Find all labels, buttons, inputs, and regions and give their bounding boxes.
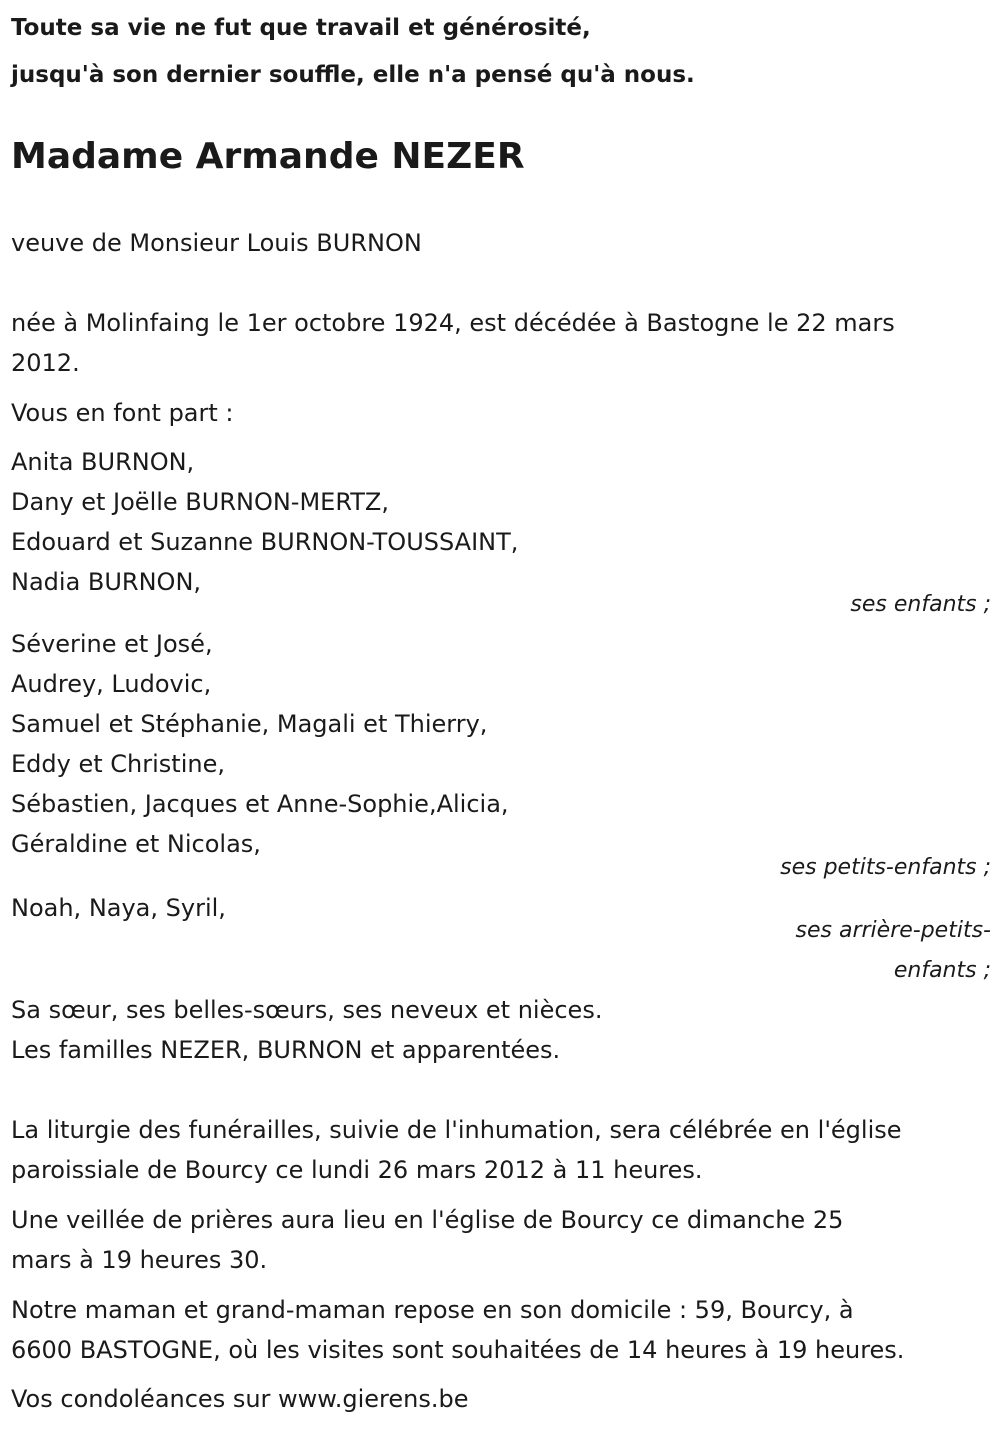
deceased-name: Madame Armande NEZER: [11, 136, 525, 177]
epitaph-line-2: jusqu'à son dernier souffle, elle n'a pensé qu'à nous.: [11, 62, 695, 88]
great-grandchildren-role-line-1: ses arrière-petits-: [795, 918, 991, 943]
birth-death-line-2: 2012.: [11, 349, 80, 377]
condolences-text: Vos condoléances sur www.gierens.be: [11, 1385, 469, 1413]
rest-line-1: Notre maman et grand-maman repose en son domicile : 59, Bourcy, à: [11, 1296, 854, 1324]
family-line-2: Les familles NEZER, BURNON et apparentées.: [11, 1036, 561, 1064]
list-item: Sébastien, Jacques et Anne-Sophie,Alicia,: [11, 790, 509, 818]
list-item: Audrey, Ludovic,: [11, 670, 212, 698]
children-role: ses enfants ;: [850, 592, 991, 617]
list-item: Edouard et Suzanne BURNON-TOUSSAINT,: [11, 528, 519, 556]
list-item: Géraldine et Nicolas,: [11, 830, 261, 858]
vigil-line-1: Une veillée de prières aura lieu en l'église de Bourcy ce dimanche 25: [11, 1206, 844, 1234]
vigil-line-2: mars à 19 heures 30.: [11, 1246, 268, 1274]
family-line-1: Sa sœur, ses belles-sœurs, ses neveux et nièces.: [11, 996, 603, 1024]
children-list: [11, 442, 518, 602]
rest-line-2: 6600 BASTOGNE, où les visites sont souhaitées de 14 heures à 19 heures.: [11, 1336, 905, 1364]
great-grandchildren-list: Noah, Naya, Syril,: [11, 894, 226, 922]
list-item: Samuel et Stéphanie, Magali et Thierry,: [11, 710, 488, 738]
list-item: Anita BURNON,: [11, 448, 195, 476]
list-item: Dany et Joëlle BURNON-MERTZ,: [11, 488, 389, 516]
birth-death-line-1: née à Molinfaing le 1er octobre 1924, est décédée à Bastogne le 22 mars: [11, 309, 895, 337]
grandchildren-role: ses petits-enfants ;: [780, 855, 991, 880]
funeral-line-1: La liturgie des funérailles, suivie de l'inhumation, sera célébrée en l'église: [11, 1116, 902, 1144]
announce-text: Vous en font part :: [11, 399, 234, 427]
great-grandchildren-role-line-2: enfants ;: [893, 958, 991, 983]
widow-of: veuve de Monsieur Louis BURNON: [11, 229, 422, 257]
list-item: Nadia BURNON,: [11, 568, 202, 596]
funeral-line-2: paroissiale de Bourcy ce lundi 26 mars 2012 à 11 heures.: [11, 1156, 703, 1184]
grandchildren-list: [11, 624, 509, 864]
list-item: Séverine et José,: [11, 630, 213, 658]
epitaph-line-1: Toute sa vie ne fut que travail et générosité,: [11, 15, 591, 41]
list-item: Eddy et Christine,: [11, 750, 225, 778]
